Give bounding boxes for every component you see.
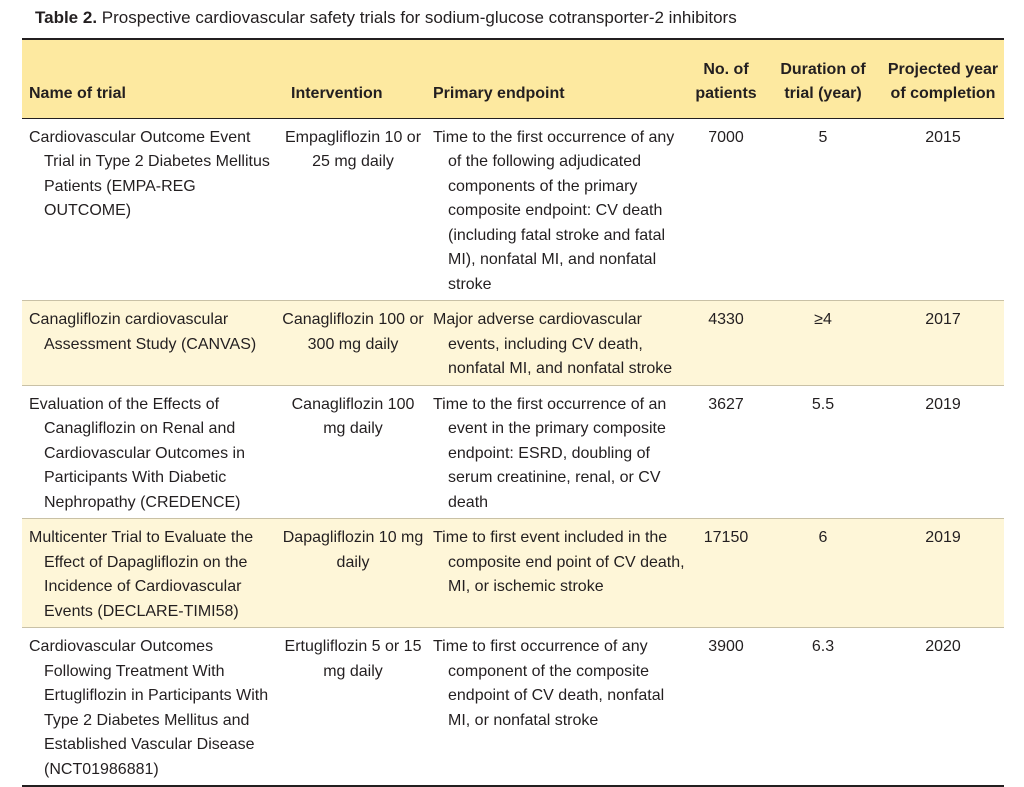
header-endpoint: Primary endpoint (426, 40, 688, 118)
trial-name: Multicenter Trial to Evaluate the Effect of Dapagliflozin on the Incidence of Cardiovascular Events (DECLARE-TIMI58) (29, 529, 254, 620)
header-patients-line2: patients (695, 84, 757, 102)
trial-endpoint: Time to first occurrence of any component of the composite endpoint of CV death, nonfatal MI, or nonfatal stroke (433, 638, 665, 729)
trials-table-container (22, 38, 1004, 787)
trial-endpoint: Time to first event included in the composite end point of CV death, MI, or ischemic stroke (433, 529, 685, 595)
trial-name: Evaluation of the Effects of Canagliflozin on Renal and Cardiovascular Outcomes in Participants With Diabetic Nephropathy (CREDENCE) (29, 395, 245, 511)
trial-intervention: Canagliflozin 100 mg daily (291, 395, 415, 437)
trial-intervention: Empagliflozin 10 or 25 mg daily (284, 128, 422, 170)
header-name: Name of trial (22, 40, 280, 118)
table-caption-text: Prospective cardiovascular safety trials for sodium-glucose cotransporter-2 inhibitors (101, 8, 737, 27)
header-intervention: Intervention (280, 40, 426, 118)
trial-patients: 7000 (708, 128, 744, 146)
header-year (882, 40, 1004, 118)
trial-name: Canagliflozin cardiovascular Assessment Study (CANVAS) (29, 311, 257, 353)
header-duration-line1: Duration of (780, 60, 866, 78)
table-row (22, 301, 1004, 386)
trial-duration: 6 (818, 529, 828, 546)
trials-table (22, 40, 1004, 785)
trial-duration: 5 (818, 128, 828, 146)
trial-year: 2020 (925, 638, 961, 655)
trial-year: 2019 (925, 395, 961, 413)
header-duration-line2: trial (year) (784, 84, 862, 102)
header-duration (764, 40, 882, 118)
header-year-line1: Projected year (887, 60, 999, 78)
trial-patients: 17150 (703, 529, 749, 546)
trial-duration: 6.3 (811, 638, 835, 655)
trial-year: 2017 (925, 311, 961, 328)
header-year-line2: of completion (890, 84, 996, 102)
trial-year: 2015 (925, 128, 961, 146)
trial-intervention: Ertugliflozin 5 or 15 mg daily (284, 638, 422, 680)
trial-patients: 3900 (708, 638, 744, 655)
table-caption-label: Table 2. (35, 8, 98, 27)
trial-intervention: Dapagliflozin 10 mg daily (282, 529, 424, 571)
table-row (22, 118, 1004, 301)
trial-intervention: Canagliflozin 100 or 300 mg daily (282, 311, 424, 353)
trial-endpoint: Major adverse cardiovascular events, including CV death, nonfatal MI, and nonfatal stroke (433, 311, 673, 377)
trial-endpoint: Time to the first occurrence of any of the following adjudicated components of the primary composite endpoint: CV death (including fatal stroke and fatal MI), nonfatal MI, and nonfatal stroke (433, 128, 675, 293)
trial-duration: 5.5 (811, 395, 835, 413)
table-row (22, 519, 1004, 628)
trial-patients: 3627 (708, 395, 744, 413)
trial-patients: 4330 (708, 311, 744, 328)
trial-duration: ≥4 (814, 311, 832, 328)
trial-name: Cardiovascular Outcomes Following Treatment With Ertugliflozin in Participants With Type 2 Diabetes Mellitus and Established Vascular Disease (NCT01986881) (29, 638, 269, 778)
table-caption (35, 6, 737, 30)
trial-year: 2019 (925, 529, 961, 546)
trial-name: Cardiovascular Outcome Event Trial in Type 2 Diabetes Mellitus Patients (EMPA-REG OUTCOME) (29, 128, 270, 219)
header-patients (688, 40, 764, 118)
table-row (22, 385, 1004, 519)
trial-endpoint: Time to the first occurrence of an event in the primary composite endpoint: ESRD, doubling of serum creatinine, renal, or CV death (433, 395, 667, 511)
header-patients-line1: No. of (703, 60, 749, 78)
table-row (22, 628, 1004, 786)
table-header-row (22, 40, 1004, 118)
